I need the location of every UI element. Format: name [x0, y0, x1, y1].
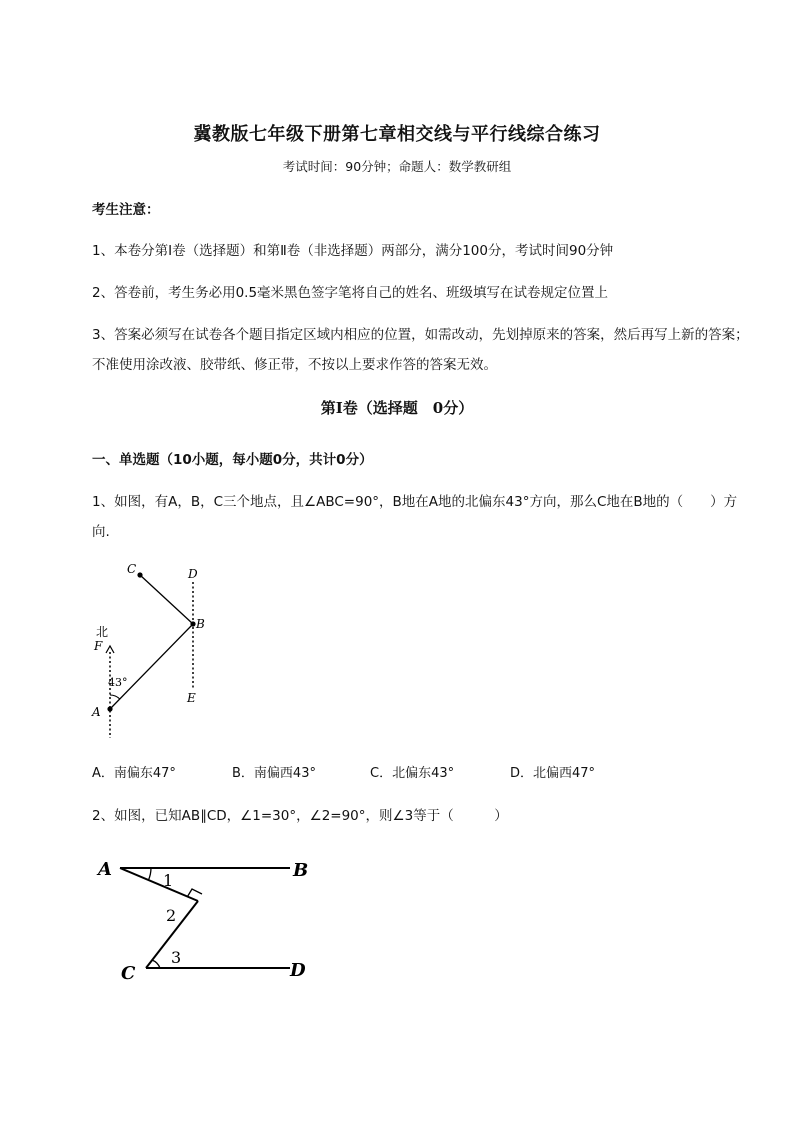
point-c	[137, 572, 142, 577]
part-title: 一、单选题（10小题，每小题0分，共计0分）	[92, 452, 373, 468]
label-angle-3: 3	[171, 948, 182, 967]
point-a	[107, 706, 112, 711]
option-d[interactable]: D．北偏西47°	[510, 766, 596, 781]
point-b	[190, 621, 195, 626]
label-a: A	[92, 705, 101, 719]
label-b: B	[293, 860, 309, 881]
label-b: B	[196, 617, 205, 631]
label-angle-1: 1	[163, 871, 174, 890]
question-1-figure	[88, 560, 218, 740]
label-c: C	[127, 562, 137, 576]
label-north: 北	[96, 625, 109, 639]
label-f: F	[94, 639, 103, 653]
angle-3-arc	[152, 960, 160, 968]
label-d: D	[188, 567, 198, 581]
segment-a-vertex	[120, 868, 198, 901]
page-title: 冀教版七年级下册第七章相交线与平行线综合练习	[193, 124, 601, 145]
option-a[interactable]: A．南偏东47°	[92, 766, 176, 781]
option-b[interactable]: B．南偏西43°	[232, 766, 316, 781]
section-title: 第Ⅰ卷（选择题 0分）	[320, 399, 474, 417]
label-angle-43: 43°	[108, 676, 128, 689]
angle-43-arc	[110, 695, 120, 699]
segment-cb	[140, 575, 193, 624]
label-a: A	[98, 859, 112, 880]
label-e: E	[187, 691, 196, 705]
question-1-options	[92, 762, 595, 781]
exam-info: 考试时间：90分钟；命题人：数学教研组	[282, 159, 512, 174]
segment-ab	[110, 624, 193, 709]
label-d: D	[290, 960, 306, 981]
angle-1-arc	[149, 868, 152, 880]
label-angle-2: 2	[166, 906, 177, 925]
label-c: C	[121, 963, 136, 984]
notice-heading: 考生注意：	[92, 202, 160, 218]
question-2-figure	[90, 845, 330, 995]
question-1-text: 1、如图，有A，B，C三个地点，且∠ABC=90°，B地在A地的北偏东43°方向，那么C地在B地的（ ）方向.	[92, 494, 738, 540]
right-angle-mark	[188, 889, 203, 897]
question-2-text: 2、如图，已知AB∥CD，∠1=30°，∠2=90°，则∠3等于（ ）	[92, 808, 508, 824]
notice-item-3: 3、答案必须写在试卷各个题目指定区域内相应的位置，如需改动，先划掉原来的答案，然后再写上新的答案；不准使用涂改液、胶带纸、修正带，不按以上要求作答的答案无效。	[92, 327, 749, 373]
notice-item-1: 1、本卷分第Ⅰ卷（选择题）和第Ⅱ卷（非选择题）两部分，满分100分，考试时间90分钟	[92, 243, 614, 259]
option-c[interactable]: C．北偏东43°	[370, 766, 455, 781]
north-arrowhead	[106, 646, 114, 653]
notice-item-2: 2、答卷前，考生务必用0.5毫米黑色签字笔将自己的姓名、班级填写在试卷规定位置上	[92, 285, 609, 301]
